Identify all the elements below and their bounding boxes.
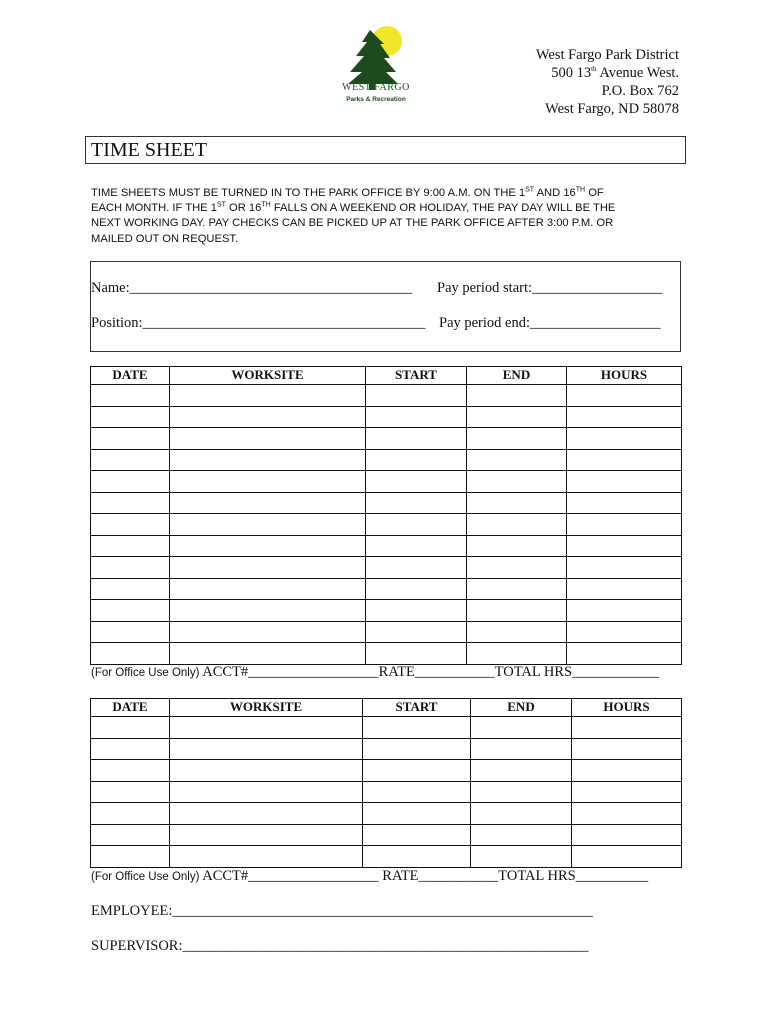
table-row [91,738,682,760]
header-worksite: WORKSITE [170,367,366,385]
hours-cell[interactable] [567,449,682,471]
hours-cell[interactable] [572,760,682,782]
date-cell[interactable] [91,535,170,557]
start-cell[interactable] [363,846,471,868]
worksite-cell[interactable] [170,846,363,868]
header-start: START [366,367,467,385]
hours-table-2 [90,698,682,868]
office-use-label: (For Office Use Only) [91,871,200,883]
address-line-1: West Fargo Park District [535,47,679,63]
date-cell[interactable] [91,578,170,600]
end-cell[interactable] [467,449,567,471]
date-cell[interactable] [91,492,170,514]
worksite-cell[interactable] [170,621,366,643]
date-cell[interactable] [91,600,170,622]
table-row [91,824,682,846]
hours-cell[interactable] [567,385,682,407]
office-use-label: (For Office Use Only) [91,667,200,679]
date-cell[interactable] [91,514,170,536]
worksite-cell[interactable] [170,428,366,450]
table-row [91,535,682,557]
instructions-line-2: EACH MONTH. IF THE 1ST OR 16TH FALLS ON A WEEKEND OR HOLIDAY, THE PAY DAY WILL BE THE [91,201,616,215]
hours-cell[interactable] [567,621,682,643]
header-end: END [471,699,572,717]
worksite-cell[interactable] [170,535,366,557]
start-cell[interactable] [366,600,467,622]
hours-cell[interactable] [567,471,682,493]
table-row [91,600,682,622]
start-cell[interactable] [366,621,467,643]
worksite-cell[interactable] [170,449,366,471]
worksite-cell[interactable] [170,578,366,600]
instructions-line-1: TIME SHEETS MUST BE TURNED IN TO THE PARK OFFICE BY 9:00 A.M. ON THE 1ST AND 16TH OF [91,186,604,199]
table-row [91,385,682,407]
worksite-cell[interactable] [170,760,363,782]
start-cell[interactable] [366,643,467,665]
table-header-row [91,367,682,385]
hours-cell[interactable] [567,600,682,622]
instructions [91,186,691,247]
page-title: TIME SHEET [91,139,208,161]
office-use-line-2 [91,868,648,885]
date-cell[interactable] [91,557,170,579]
table-row [91,514,682,536]
hours-cell[interactable] [572,781,682,803]
worksite-cell[interactable] [170,781,363,803]
hours-cell[interactable] [572,824,682,846]
header-date: DATE [91,699,170,717]
worksite-cell[interactable] [170,492,366,514]
park-district-logo [340,22,412,110]
end-cell[interactable] [471,717,572,739]
date-cell[interactable] [91,846,170,868]
hours-cell[interactable] [567,514,682,536]
hours-cell[interactable] [567,492,682,514]
worksite-cell[interactable] [170,717,363,739]
table-row [91,492,682,514]
end-cell[interactable] [467,471,567,493]
date-cell[interactable] [91,385,170,407]
start-cell[interactable] [363,803,471,825]
worksite-cell[interactable] [170,824,363,846]
header-end: END [467,367,567,385]
end-cell[interactable] [471,803,572,825]
hours-cell[interactable] [567,643,682,665]
pay-period-end-field[interactable]: Pay period end:__________________ [439,315,661,331]
address-block [536,46,679,118]
table-row [91,717,682,739]
date-cell[interactable] [91,428,170,450]
header-hours: HOURS [572,699,682,717]
table-row [91,557,682,579]
start-cell[interactable] [366,557,467,579]
employee-info-box [90,261,681,352]
hours-cell[interactable] [572,738,682,760]
start-cell[interactable] [366,578,467,600]
end-cell[interactable] [467,600,567,622]
office-use-fields[interactable]: ACCT#__________________RATE___________TOTAL HRS____________ [199,664,660,680]
hours-table-1 [90,366,682,665]
hours-cell[interactable] [567,557,682,579]
date-cell[interactable] [91,738,170,760]
start-cell[interactable] [363,824,471,846]
start-cell[interactable] [366,428,467,450]
instructions-line-3: NEXT WORKING DAY. PAY CHECKS CAN BE PICKED UP AT THE PARK OFFICE AFTER 3:00 P.M. OR [91,217,614,230]
end-cell[interactable] [467,406,567,428]
start-cell[interactable] [366,406,467,428]
date-cell[interactable] [91,621,170,643]
address-line-2: 500 13th Avenue West. [551,65,679,81]
hours-cell[interactable] [572,803,682,825]
end-cell[interactable] [467,557,567,579]
hours-cell[interactable] [567,578,682,600]
supervisor-signature-line[interactable]: SUPERVISOR:________________________________________________________ [91,938,589,954]
start-cell[interactable] [366,514,467,536]
hours-cell[interactable] [572,717,682,739]
worksite-cell[interactable] [170,471,366,493]
worksite-cell[interactable] [170,643,366,665]
date-cell[interactable] [91,803,170,825]
table-row [91,406,682,428]
date-cell[interactable] [91,781,170,803]
instructions-line-4: MAILED OUT ON REQUEST. [91,232,239,245]
logo-sub-text: Parks & Recreation [346,96,406,103]
start-cell[interactable] [366,471,467,493]
end-cell[interactable] [471,824,572,846]
end-cell[interactable] [471,846,572,868]
end-cell[interactable] [467,385,567,407]
end-cell[interactable] [467,643,567,665]
hours-cell[interactable] [567,406,682,428]
pay-period-start-field[interactable]: Pay period start:__________________ [437,280,663,296]
end-cell[interactable] [471,738,572,760]
table-row [91,578,682,600]
start-cell[interactable] [366,385,467,407]
worksite-cell[interactable] [170,514,366,536]
date-cell[interactable] [91,643,170,665]
table-header-row [91,699,682,717]
end-cell[interactable] [467,492,567,514]
office-use-fields[interactable]: ACCT#__________________ RATE___________TOTAL HRS__________ [199,868,649,884]
date-cell[interactable] [91,760,170,782]
end-cell[interactable] [467,621,567,643]
start-cell[interactable] [366,492,467,514]
worksite-cell[interactable] [170,557,366,579]
position-field[interactable]: Position:_______________________________________ [91,315,426,331]
header-start: START [363,699,471,717]
start-cell[interactable] [363,738,471,760]
end-cell[interactable] [467,535,567,557]
start-cell[interactable] [366,535,467,557]
address-line-3: P.O. Box 762 [601,83,679,99]
end-cell[interactable] [471,760,572,782]
address-line-4: West Fargo, ND 58078 [545,101,679,117]
worksite-cell[interactable] [170,385,366,407]
start-cell[interactable] [366,449,467,471]
table-row [91,621,682,643]
hours-cell[interactable] [567,428,682,450]
header-worksite: WORKSITE [170,699,363,717]
start-cell[interactable] [363,717,471,739]
logo-brand-text: WEST FARGO [342,82,410,93]
date-cell[interactable] [91,824,170,846]
date-cell[interactable] [91,717,170,739]
header-hours: HOURS [567,367,682,385]
end-cell[interactable] [467,514,567,536]
worksite-cell[interactable] [170,600,366,622]
date-cell[interactable] [91,471,170,493]
hours-cell[interactable] [572,846,682,868]
table-row [91,643,682,665]
date-cell[interactable] [91,449,170,471]
worksite-cell[interactable] [170,738,363,760]
worksite-cell[interactable] [170,406,366,428]
end-cell[interactable] [467,428,567,450]
table-row [91,428,682,450]
table-row [91,781,682,803]
header-date: DATE [91,367,170,385]
table-row [91,471,682,493]
name-field[interactable]: Name:_______________________________________ [91,280,413,296]
worksite-cell[interactable] [170,803,363,825]
table-row [91,803,682,825]
employee-signature-line[interactable]: EMPLOYEE:__________________________________________________________ [91,903,593,919]
table-row [91,760,682,782]
end-cell[interactable] [471,781,572,803]
end-cell[interactable] [467,578,567,600]
start-cell[interactable] [363,781,471,803]
title-box [85,136,686,164]
table-row [91,846,682,868]
hours-cell[interactable] [567,535,682,557]
office-use-line-1 [91,664,659,681]
start-cell[interactable] [363,760,471,782]
date-cell[interactable] [91,406,170,428]
table-row [91,449,682,471]
